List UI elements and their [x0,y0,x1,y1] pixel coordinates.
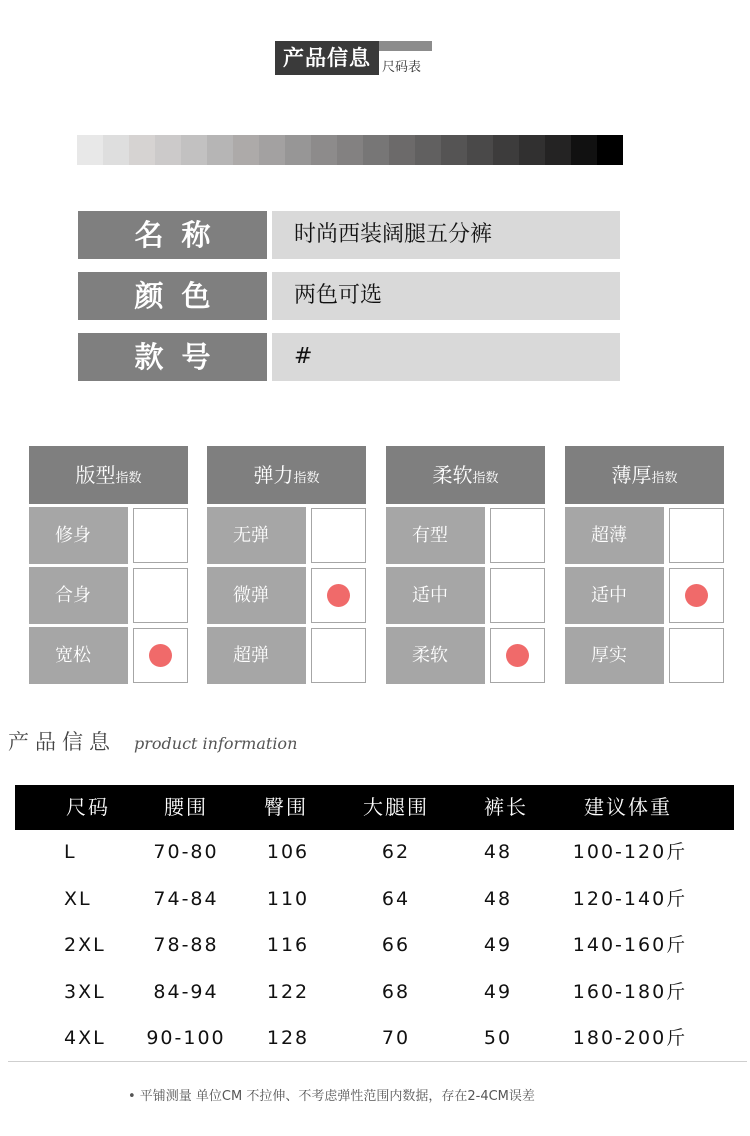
gray-swatch [259,135,285,165]
index-option-box [490,628,545,683]
product-info-script: product information [134,734,298,753]
selected-dot-icon [327,584,350,607]
product-info-title: 产品信息 [8,730,116,754]
index-option-box [133,508,188,563]
gray-swatch [311,135,337,165]
info-label-name: 名称 [78,211,267,259]
table-cell: 106 [266,841,310,863]
index-option-label: 超弹 [207,627,306,684]
table-cell: 84-94 [153,981,219,1003]
index-option-label: 厚实 [565,627,664,684]
gray-swatch [545,135,571,165]
table-header-cell: 腰围 [164,795,208,819]
index-suffix: 指数 [293,471,320,486]
gray-swatch [129,135,155,165]
index-option-box [311,508,366,563]
table-cell: 62 [381,841,411,863]
table-cell: 90-100 [146,1027,226,1049]
gray-swatch [493,135,519,165]
table-cell: 116 [266,934,310,956]
table-cell: 70 [381,1027,411,1049]
info-label-style-number: 款号 [78,333,267,381]
index-title: 柔软 [432,463,473,487]
table-header-cell: 裤长 [484,795,528,819]
index-suffix: 指数 [651,471,678,486]
table-cell: 160-180斤 [572,981,688,1003]
gray-swatch [467,135,493,165]
table-cell: 122 [266,981,310,1003]
index-option-box [490,508,545,563]
info-value-color: 两色可选 [272,272,620,320]
table-cell: XL [64,888,92,910]
index-option-label: 有型 [386,507,485,564]
index-suffix: 指数 [472,471,499,486]
gray-swatch [181,135,207,165]
gray-swatch [337,135,363,165]
table-cell: 4XL [64,1027,106,1049]
table-cell: 48 [483,841,513,863]
index-block-header [386,446,545,504]
table-cell: 110 [266,888,310,910]
gray-swatch [519,135,545,165]
index-option-label: 无弹 [207,507,306,564]
index-block-header [29,446,188,504]
table-cell: L [64,841,77,863]
table-cell: 120-140斤 [572,888,688,910]
gray-swatch [77,135,103,165]
gray-swatch [233,135,259,165]
measurement-note: • 平铺测量 单位CM 不拉伸、不考虑弹性范围内数据，存在2-4CM误差 [128,1089,535,1104]
index-option-box [490,568,545,623]
index-block-header [565,446,724,504]
table-cell: 78-88 [153,934,219,956]
index-option-label: 适中 [386,567,485,624]
index-option-box [669,628,724,683]
table-header-cell: 臀围 [264,795,308,819]
index-option-box [669,508,724,563]
info-value-name: 时尚西装阔腿五分裤 [272,211,620,259]
table-cell: 180-200斤 [572,1027,688,1049]
index-option-label: 修身 [29,507,128,564]
gray-swatch [103,135,129,165]
gray-swatch [363,135,389,165]
index-suffix: 指数 [115,471,142,486]
index-option-label: 微弹 [207,567,306,624]
info-label-color: 颜色 [78,272,267,320]
gray-swatch [207,135,233,165]
gray-swatch [155,135,181,165]
table-header-cell: 尺码 [66,795,110,819]
table-cell: 3XL [64,981,106,1003]
table-cell: 49 [483,934,513,956]
selected-dot-icon [506,644,529,667]
table-header-cell: 建议体重 [584,795,672,819]
table-cell: 64 [381,888,411,910]
index-option-box [311,568,366,623]
title-accent-bar [379,41,432,51]
table-cell: 49 [483,981,513,1003]
table-cell: 74-84 [153,888,219,910]
index-option-box [133,628,188,683]
index-option-box [669,568,724,623]
index-option-box [311,628,366,683]
index-option-label: 合身 [29,567,128,624]
selected-dot-icon [685,584,708,607]
table-cell: 100-120斤 [572,841,688,863]
table-cell: 128 [266,1027,310,1049]
section-title: 产品信息 [275,41,379,75]
index-option-label: 柔软 [386,627,485,684]
table-cell: 70-80 [153,841,219,863]
table-cell: 50 [483,1027,513,1049]
table-cell: 2XL [64,934,106,956]
table-header-cell: 大腿围 [363,795,429,819]
index-option-box [133,568,188,623]
gray-swatch [571,135,597,165]
gray-swatch [415,135,441,165]
index-option-label: 宽松 [29,627,128,684]
table-divider [8,1061,747,1062]
table-cell: 66 [381,934,411,956]
table-cell: 48 [483,888,513,910]
index-title: 版型 [75,463,116,487]
selected-dot-icon [149,644,172,667]
index-option-label: 超薄 [565,507,664,564]
gray-swatch [597,135,623,165]
gray-swatch [285,135,311,165]
index-option-label: 适中 [565,567,664,624]
index-block-header [207,446,366,504]
index-title: 弹力 [253,463,294,487]
gray-swatch [441,135,467,165]
index-title: 薄厚 [611,463,652,487]
grayscale-strip [77,135,623,165]
info-value-style-number: # [272,333,620,381]
gray-swatch [389,135,415,165]
section-subtitle: 尺码表 [382,60,422,75]
table-cell: 68 [381,981,411,1003]
table-cell: 140-160斤 [572,934,688,956]
